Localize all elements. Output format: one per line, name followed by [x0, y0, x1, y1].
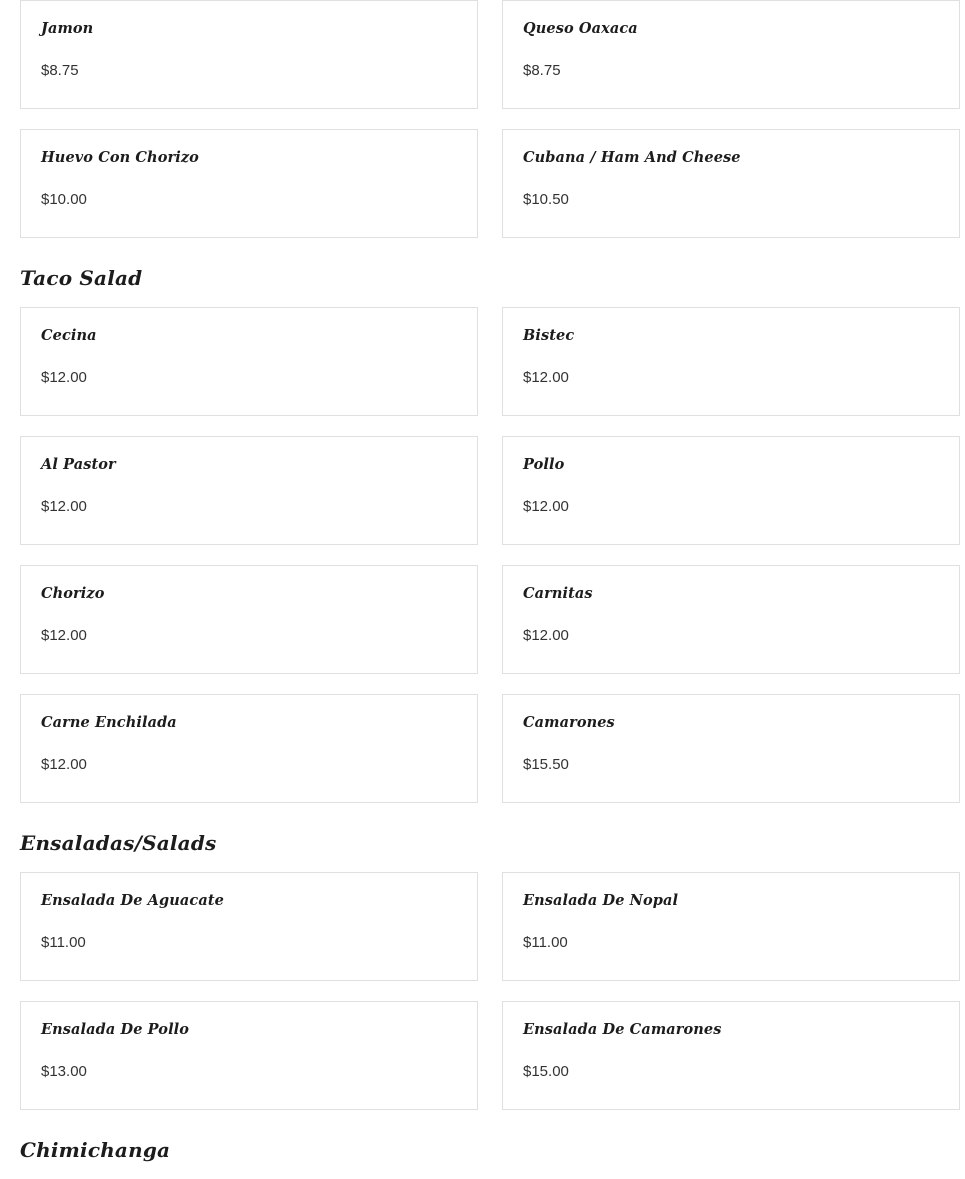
- section-heading-wrap: [20, 1138, 945, 1162]
- menu-section-taco-salad: [20, 266, 945, 803]
- menu-item-card[interactable]: [502, 565, 960, 674]
- menu-item-price: $12.00: [41, 369, 87, 386]
- menu-item-card[interactable]: [20, 0, 478, 109]
- menu-item-price: $8.75: [41, 62, 79, 79]
- menu-item-name: Ensalada De Nopal: [523, 892, 679, 909]
- menu-item-card[interactable]: [20, 436, 478, 545]
- menu-item-name: Ensalada De Camarones: [523, 1021, 722, 1038]
- menu-item-name: Ensalada De Aguacate: [41, 892, 224, 909]
- section-title-chimichanga: Chimichanga: [20, 1138, 171, 1162]
- menu-item-price: $12.00: [523, 627, 569, 644]
- menu-item-name: Cecina: [41, 327, 97, 344]
- menu-item-name: Al Pastor: [41, 456, 116, 473]
- menu-section-ensaladas-salads: [20, 831, 945, 1110]
- menu-item-price: $10.00: [41, 191, 87, 208]
- menu-item-card[interactable]: [502, 307, 960, 416]
- menu-item-price: $13.00: [41, 1063, 87, 1080]
- menu-item-card[interactable]: [502, 872, 960, 981]
- section-title-taco-salad: Taco Salad: [20, 266, 143, 290]
- menu-item-name: Bistec: [523, 327, 575, 344]
- menu-section-chimichanga: [20, 1138, 945, 1162]
- menu-item-price: $11.00: [41, 934, 86, 951]
- menu-item-grid: [20, 872, 945, 1110]
- menu-item-card[interactable]: [20, 129, 478, 238]
- menu-item-card[interactable]: [20, 565, 478, 674]
- menu-item-price: $12.00: [523, 369, 569, 386]
- menu-item-price: $11.00: [523, 934, 568, 951]
- menu-item-name: Carnitas: [523, 585, 593, 602]
- menu-item-price: $10.50: [523, 191, 569, 208]
- menu-item-grid: [20, 307, 945, 803]
- menu-item-card[interactable]: [20, 1001, 478, 1110]
- section-title-ensaladas-salads: Ensaladas/Salads: [20, 831, 217, 855]
- menu-item-price: $8.75: [523, 62, 561, 79]
- menu-item-price: $15.50: [523, 756, 569, 773]
- menu-item-card[interactable]: [502, 129, 960, 238]
- menu-item-name: Carne Enchilada: [41, 714, 177, 731]
- menu-item-price: $15.00: [523, 1063, 569, 1080]
- section-heading-wrap: [20, 266, 945, 290]
- menu-item-grid: [20, 0, 945, 238]
- menu-item-card[interactable]: [20, 307, 478, 416]
- menu-section-tortas-continued: [20, 0, 945, 238]
- menu-item-card[interactable]: [502, 694, 960, 803]
- menu-item-name: Pollo: [523, 456, 565, 473]
- menu-item-card[interactable]: [502, 1001, 960, 1110]
- menu-item-card[interactable]: [20, 694, 478, 803]
- menu-item-price: $12.00: [41, 756, 87, 773]
- section-heading-wrap: [20, 831, 945, 855]
- menu-item-price: $12.00: [41, 498, 87, 515]
- menu-item-price: $12.00: [523, 498, 569, 515]
- menu-item-card[interactable]: [20, 872, 478, 981]
- menu-item-name: Huevo Con Chorizo: [41, 149, 199, 166]
- menu-item-name: Jamon: [41, 20, 94, 37]
- menu-item-name: Chorizo: [41, 585, 105, 602]
- menu-item-name: Ensalada De Pollo: [41, 1021, 190, 1038]
- menu-item-name: Camarones: [523, 714, 615, 731]
- menu-item-price: $12.00: [41, 627, 87, 644]
- menu-item-card[interactable]: [502, 0, 960, 109]
- menu-item-card[interactable]: [502, 436, 960, 545]
- menu-item-name: Cubana / Ham And Cheese: [523, 149, 741, 166]
- menu-item-name: Queso Oaxaca: [523, 20, 638, 37]
